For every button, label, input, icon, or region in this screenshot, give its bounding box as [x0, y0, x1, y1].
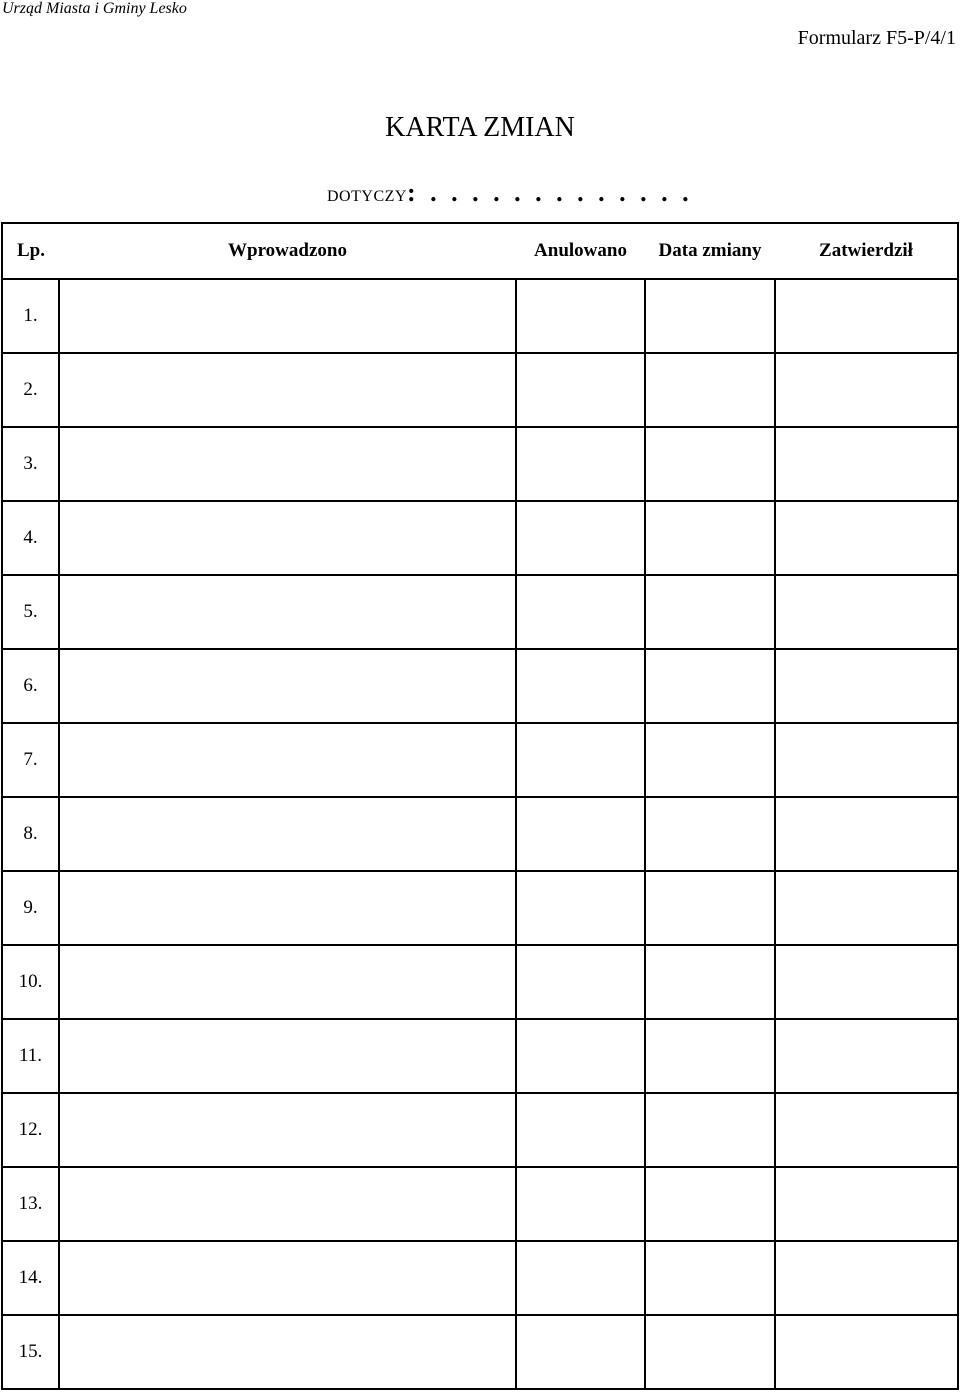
table-body: [2, 279, 958, 1389]
cell-data-zmiany[interactable]: [645, 723, 775, 797]
cell-zatwierdzil[interactable]: [775, 723, 958, 797]
cell-wprowadzono[interactable]: [59, 871, 516, 945]
row-number: 6.: [2, 649, 59, 723]
cell-wprowadzono[interactable]: [59, 723, 516, 797]
cell-zatwierdzil[interactable]: [775, 1315, 958, 1389]
cell-data-zmiany[interactable]: [645, 945, 775, 1019]
cell-zatwierdzil[interactable]: [775, 871, 958, 945]
cell-zatwierdzil[interactable]: [775, 575, 958, 649]
form-identifier: Formularz F5-P/4/1: [797, 27, 956, 49]
table-row: [2, 797, 958, 871]
cell-data-zmiany[interactable]: [645, 1315, 775, 1389]
table-header-row: [2, 223, 958, 279]
row-number: 14.: [2, 1241, 59, 1315]
cell-zatwierdzil[interactable]: [775, 1019, 958, 1093]
cell-data-zmiany[interactable]: [645, 1093, 775, 1167]
column-header-zatwierdzil: Zatwierdził: [775, 223, 958, 279]
row-number: 9.: [2, 871, 59, 945]
row-number: 3.: [2, 427, 59, 501]
cell-anulowano[interactable]: [516, 797, 645, 871]
table-row: [2, 871, 958, 945]
cell-wprowadzono[interactable]: [59, 945, 516, 1019]
cell-anulowano[interactable]: [516, 1241, 645, 1315]
cell-data-zmiany[interactable]: [645, 797, 775, 871]
column-header-anulowano: Anulowano: [516, 223, 645, 279]
column-header-wprowadzono: Wprowadzono: [59, 223, 516, 279]
cell-wprowadzono[interactable]: [59, 1315, 516, 1389]
cell-anulowano[interactable]: [516, 649, 645, 723]
cell-anulowano[interactable]: [516, 723, 645, 797]
cell-anulowano[interactable]: [516, 1315, 645, 1389]
cell-data-zmiany[interactable]: [645, 501, 775, 575]
cell-anulowano[interactable]: [516, 279, 645, 353]
table-row: [2, 575, 958, 649]
cell-zatwierdzil[interactable]: [775, 797, 958, 871]
cell-anulowano[interactable]: [516, 871, 645, 945]
cell-zatwierdzil[interactable]: [775, 649, 958, 723]
table-row: [2, 1241, 958, 1315]
changes-table: [1, 222, 959, 1390]
row-number: 1.: [2, 279, 59, 353]
concerns-label: DOTYCZY: [327, 188, 407, 205]
document-title: KARTA ZMIAN: [385, 112, 575, 143]
row-number: 5.: [2, 575, 59, 649]
cell-data-zmiany[interactable]: [645, 1167, 775, 1241]
cell-data-zmiany[interactable]: [645, 427, 775, 501]
cell-anulowano[interactable]: [516, 1093, 645, 1167]
cell-zatwierdzil[interactable]: [775, 353, 958, 427]
cell-zatwierdzil[interactable]: [775, 427, 958, 501]
row-number: 2.: [2, 353, 59, 427]
cell-data-zmiany[interactable]: [645, 649, 775, 723]
cell-zatwierdzil[interactable]: [775, 1093, 958, 1167]
column-header-lp: Lp.: [2, 223, 59, 279]
table-row: [2, 501, 958, 575]
cell-zatwierdzil[interactable]: [775, 501, 958, 575]
cell-wprowadzono[interactable]: [59, 1093, 516, 1167]
cell-zatwierdzil[interactable]: [775, 1241, 958, 1315]
row-number: 13.: [2, 1167, 59, 1241]
row-number: 15.: [2, 1315, 59, 1389]
cell-anulowano[interactable]: [516, 575, 645, 649]
cell-anulowano[interactable]: [516, 1167, 645, 1241]
row-number: 8.: [2, 797, 59, 871]
row-number: 4.: [2, 501, 59, 575]
cell-data-zmiany[interactable]: [645, 279, 775, 353]
organization-name: Urząd Miasta i Gminy Lesko: [2, 0, 187, 17]
cell-anulowano[interactable]: [516, 427, 645, 501]
column-header-data-zmiany: Data zmiany: [645, 223, 775, 279]
table-row: [2, 1315, 958, 1389]
table-row: [2, 427, 958, 501]
cell-anulowano[interactable]: [516, 1019, 645, 1093]
cell-wprowadzono[interactable]: [59, 649, 516, 723]
cell-wprowadzono[interactable]: [59, 501, 516, 575]
cell-data-zmiany[interactable]: [645, 1019, 775, 1093]
table-row: [2, 279, 958, 353]
cell-wprowadzono[interactable]: [59, 279, 516, 353]
cell-data-zmiany[interactable]: [645, 1241, 775, 1315]
cell-data-zmiany[interactable]: [645, 871, 775, 945]
cell-wprowadzono[interactable]: [59, 797, 516, 871]
cell-wprowadzono[interactable]: [59, 1241, 516, 1315]
cell-wprowadzono[interactable]: [59, 353, 516, 427]
row-number: 7.: [2, 723, 59, 797]
table-row: [2, 723, 958, 797]
cell-wprowadzono[interactable]: [59, 1167, 516, 1241]
cell-data-zmiany[interactable]: [645, 575, 775, 649]
concerns-line: [327, 180, 693, 210]
cell-anulowano[interactable]: [516, 945, 645, 1019]
table-row: [2, 353, 958, 427]
cell-data-zmiany[interactable]: [645, 353, 775, 427]
cell-zatwierdzil[interactable]: [775, 945, 958, 1019]
row-number: 10.: [2, 945, 59, 1019]
cell-anulowano[interactable]: [516, 501, 645, 575]
table-row: [2, 1167, 958, 1241]
cell-zatwierdzil[interactable]: [775, 279, 958, 353]
row-number: 11.: [2, 1019, 59, 1093]
cell-zatwierdzil[interactable]: [775, 1167, 958, 1241]
cell-wprowadzono[interactable]: [59, 575, 516, 649]
cell-wprowadzono[interactable]: [59, 1019, 516, 1093]
concerns-fill-line[interactable]: : . . . . . . . . . . . . .: [406, 178, 693, 207]
cell-anulowano[interactable]: [516, 353, 645, 427]
table-row: [2, 1019, 958, 1093]
row-number: 12.: [2, 1093, 59, 1167]
table-row: [2, 649, 958, 723]
cell-wprowadzono[interactable]: [59, 427, 516, 501]
table-row: [2, 945, 958, 1019]
table-row: [2, 1093, 958, 1167]
